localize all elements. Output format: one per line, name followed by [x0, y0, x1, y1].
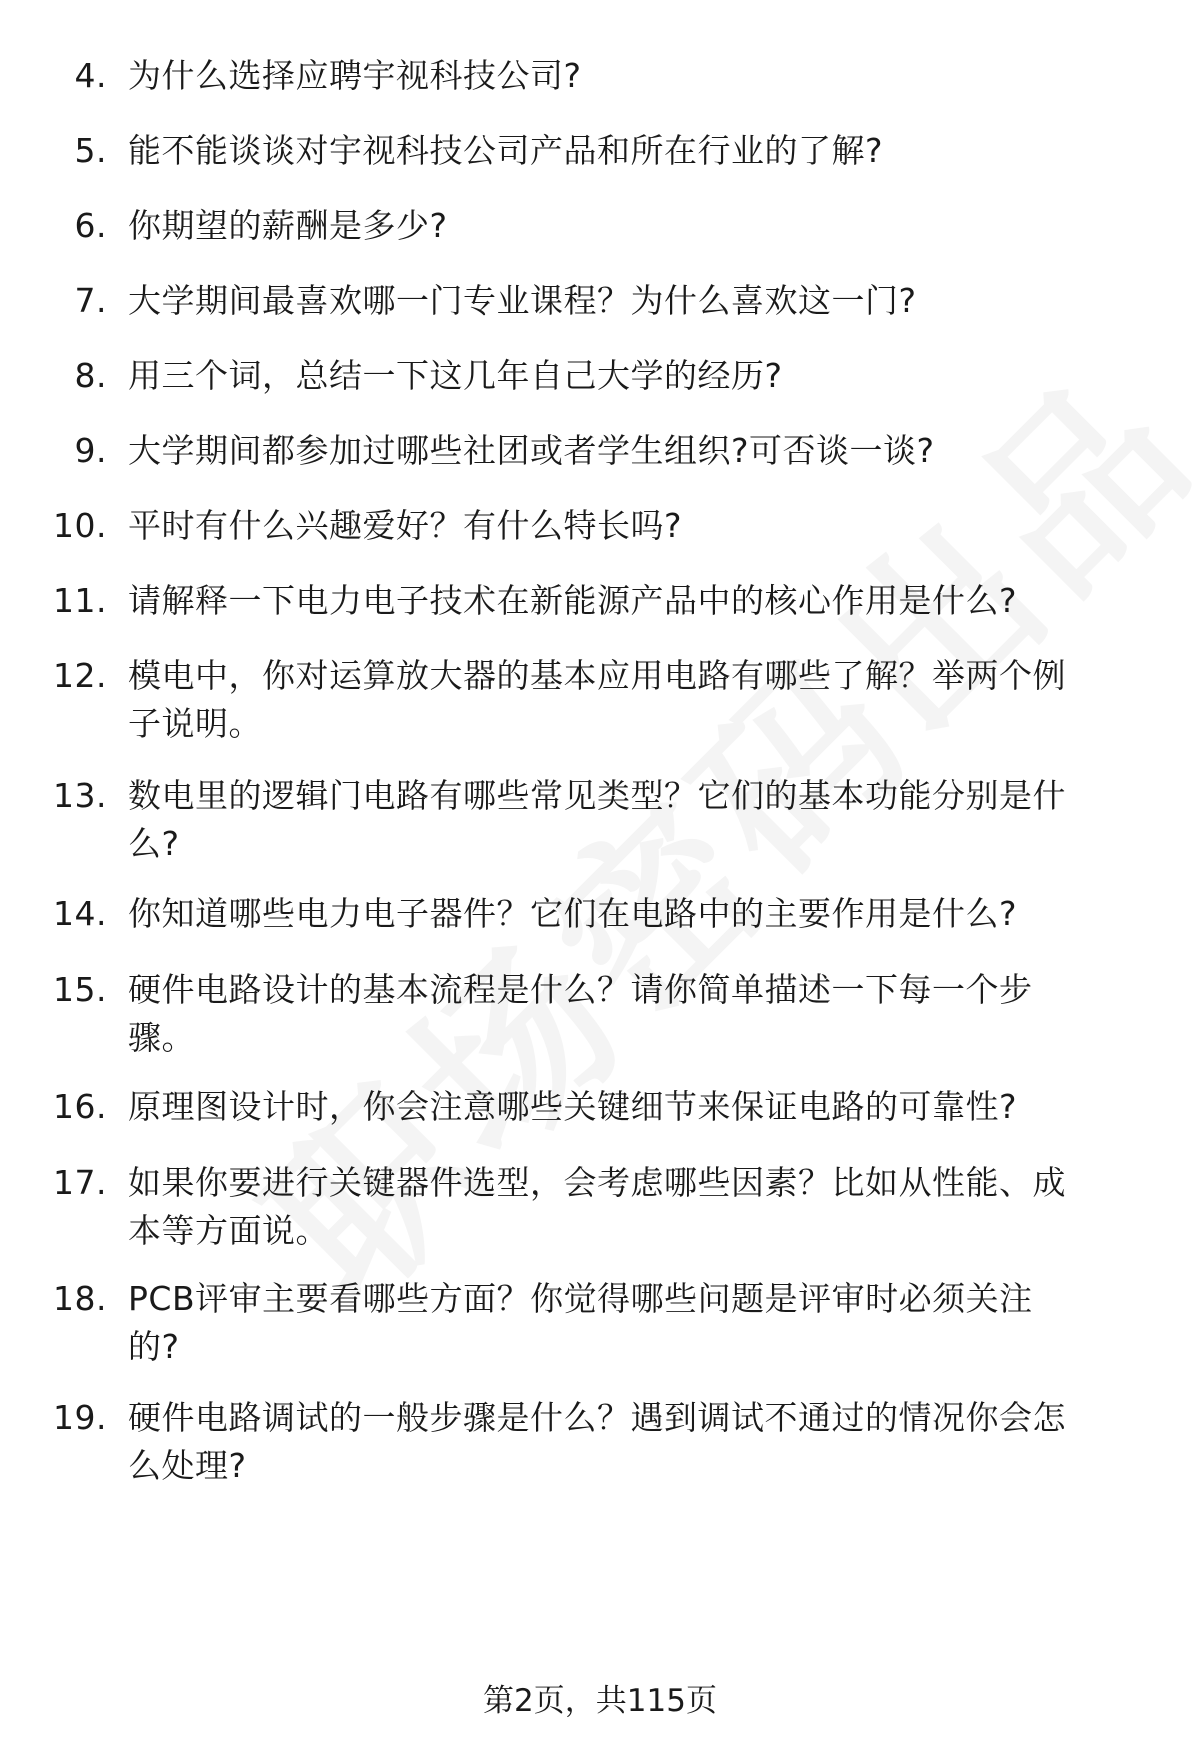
question-text-line: 模电中，你对运算放大器的基本应用电路有哪些了解？举两个例	[128, 656, 1066, 695]
question-text-line: 骤。	[128, 1018, 195, 1057]
question-text-line: 数电里的逻辑门电路有哪些常见类型？它们的基本功能分别是什	[128, 776, 1066, 815]
question-number: 10.	[53, 506, 107, 545]
question-number: 16.	[53, 1087, 107, 1126]
question-text	[128, 352, 1138, 400]
question-number: 4.	[74, 56, 107, 95]
question-text	[128, 502, 1138, 550]
question-number: 15.	[53, 970, 107, 1009]
question-text-line: 的?	[128, 1327, 180, 1366]
question-text	[128, 1083, 1138, 1131]
question-text	[128, 127, 1138, 175]
question-text-line: 为什么选择应聘宇视科技公司?	[128, 56, 582, 95]
question-number: 9.	[74, 431, 107, 470]
question-number: 8.	[74, 356, 107, 395]
question-text	[128, 890, 1138, 938]
question-text	[128, 577, 1138, 625]
question-number: 12.	[53, 656, 107, 695]
question-text-line: 你期望的薪酬是多少?	[128, 206, 448, 245]
question-text-line: 用三个词，总结一下这几年自己大学的经历?	[128, 356, 783, 395]
question-text-line: PCB评审主要看哪些方面？你觉得哪些问题是评审时必须关注	[128, 1279, 1033, 1318]
question-text-line: 平时有什么兴趣爱好？有什么特长吗?	[128, 506, 683, 545]
question-number: 7.	[74, 281, 107, 320]
question-text-line: 原理图设计时，你会注意哪些关键细节来保证电路的可靠性?	[128, 1087, 1018, 1126]
question-text	[128, 427, 1138, 475]
question-number: 11.	[53, 581, 107, 620]
question-text	[128, 1275, 1138, 1371]
question-text-line: 请解释一下电力电子技术在新能源产品中的核心作用是什么?	[128, 581, 1018, 620]
question-number: 18.	[53, 1279, 107, 1318]
question-text-line: 子说明。	[128, 704, 262, 743]
question-number: 19.	[53, 1398, 107, 1437]
question-text	[128, 772, 1138, 868]
question-text	[128, 652, 1138, 748]
question-number: 6.	[74, 206, 107, 245]
question-text	[128, 966, 1138, 1062]
question-text-line: 么处理?	[128, 1446, 247, 1485]
question-text	[128, 1394, 1138, 1490]
question-text	[128, 277, 1138, 325]
question-text-line: 么?	[128, 824, 180, 863]
question-text-line: 你知道哪些电力电子器件？它们在电路中的主要作用是什么?	[128, 894, 1018, 933]
question-text-line: 本等方面说。	[128, 1211, 329, 1250]
question-number: 17.	[53, 1163, 107, 1202]
question-text	[128, 1159, 1138, 1255]
question-text-line: 大学期间最喜欢哪一门专业课程？为什么喜欢这一门?	[128, 281, 917, 320]
question-text-line: 如果你要进行关键器件选型，会考虑哪些因素？比如从性能、成	[128, 1163, 1066, 1202]
question-number: 13.	[53, 776, 107, 815]
page-footer: 第2页，共115页	[483, 1683, 717, 1719]
question-text	[128, 52, 1138, 100]
question-text-line: 硬件电路设计的基本流程是什么？请你简单描述一下每一个步	[128, 970, 1033, 1009]
question-text-line: 大学期间都参加过哪些社团或者学生组织?可否谈一谈?	[128, 431, 935, 470]
question-number: 14.	[53, 894, 107, 933]
question-text	[128, 202, 1138, 250]
question-text-line: 能不能谈谈对宇视科技公司产品和所在行业的了解?	[128, 131, 884, 170]
question-number: 5.	[74, 131, 107, 170]
question-text-line: 硬件电路调试的一般步骤是什么？遇到调试不通过的情况你会怎	[128, 1398, 1066, 1437]
